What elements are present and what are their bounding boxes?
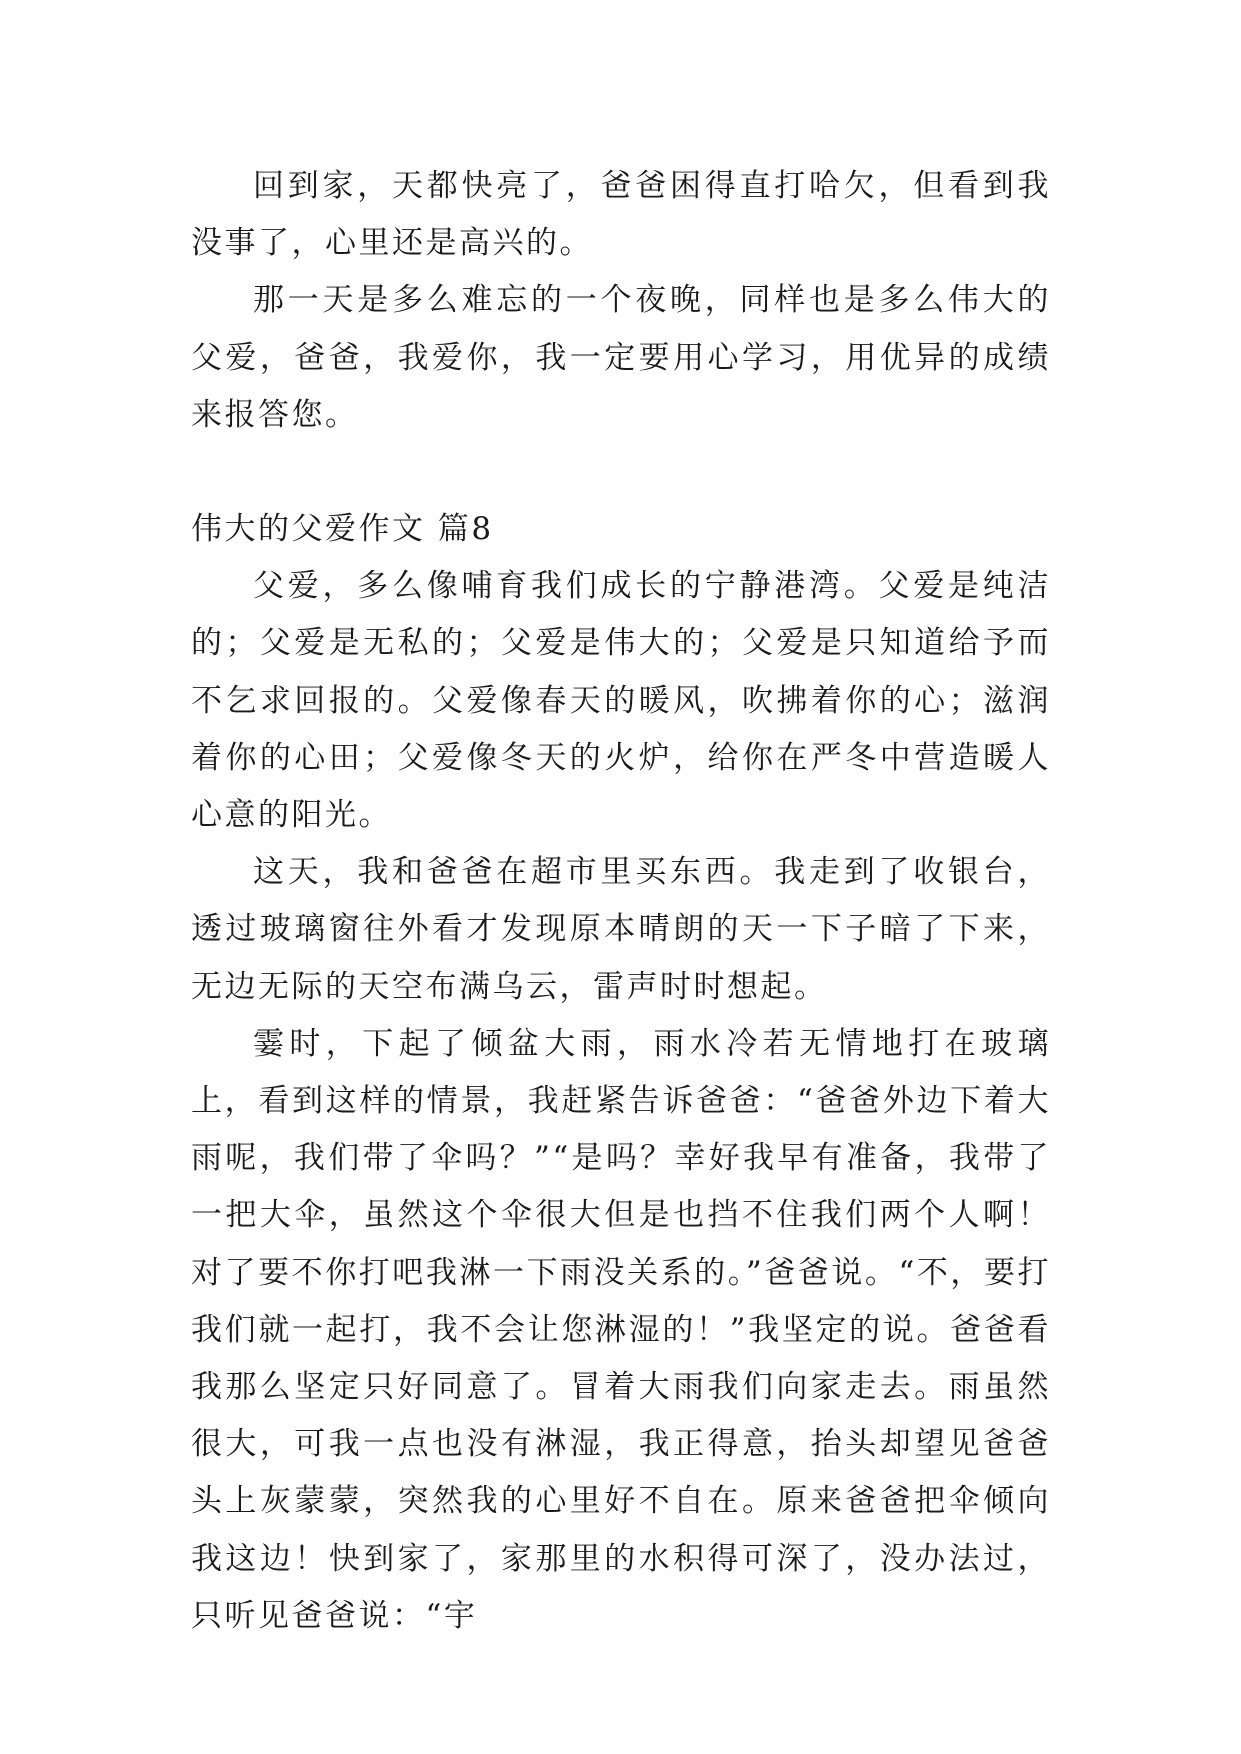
document-body <box>191 158 1051 1645</box>
paragraph: 回到家，天都快亮了，爸爸困得直打哈欠，但看到我没事了，心里还是高兴的。 <box>191 168 1051 262</box>
section-title: 伟大的父爱作文 篇8 <box>191 511 494 548</box>
paragraph: 霎时，下起了倾盆大雨，雨水冷若无情地打在玻璃上，看到这样的情景，我赶紧告诉爸爸：“爸爸外边下着大雨呢，我们带了伞吗？”“是吗？幸好我早有准备，我带了一把大伞，虽然这个伞很大但是也挡不住我们两个人啊！对了要不你打吧我淋一下雨没关系的。”爸爸说。“不，要打我们就一起打，我不会让您淋湿的！”我坚定的说。爸爸看我那么坚定只好同意了。冒着大雨我们向家走去。雨虽然很大，可我一点也没有淋湿，我正得意，抬头却望见爸爸头上灰蒙蒙，突然我的心里好不自在。原来爸爸把伞倾向我这边！快到家了，家那里的水积得可深了，没办法过，只听见爸爸说：“宇 <box>191 1025 1051 1634</box>
paragraph: 父爱，多么像哺育我们成长的宁静港湾。父爱是纯洁的；父爱是无私的；父爱是伟大的；父爱是只知道给予而不乞求回报的。父爱像春天的暖风，吹拂着你的心；滋润着你的心田；父爱像冬天的火炉，给你在严冬中营造暖人心意的阳光。 <box>191 568 1051 834</box>
paragraph: 那一天是多么难忘的一个夜晚，同样也是多么伟大的父爱，爸爸，我爱你，我一定要用心学习，用优异的成绩来报答您。 <box>191 282 1051 433</box>
paragraph: 这天，我和爸爸在超市里买东西。我走到了收银台，透过玻璃窗往外看才发现原本晴朗的天一下子暗了下来，无边无际的天空布满乌云，雷声时时想起。 <box>191 854 1051 1005</box>
